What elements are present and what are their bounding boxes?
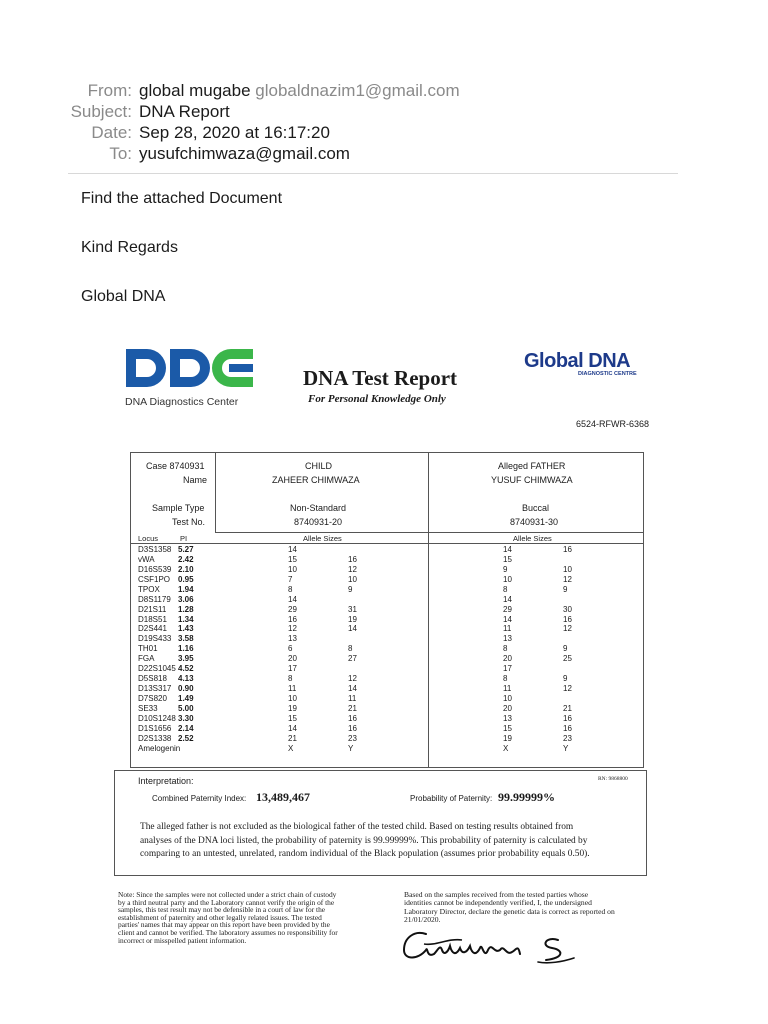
father-allele-1: 8 (503, 674, 508, 684)
child-allele-1: 17 (288, 664, 297, 674)
ddc-logo-text: DNA Diagnostics Center (125, 396, 239, 408)
locus-name: D2S1338 (138, 733, 172, 743)
child-allele-1: 15 (288, 713, 297, 723)
disclaimer-note: Note: Since the samples were not collected under a strict chain of custody by a third neutral party and the Laboratory cannot verify the origin of the samples, this test result may not be defensible in a court of law for the establishment of paternity and other legally related issues. The tested parties' names that may appear on this report have been provided by the client and cannot be verified. The laboratory assumes no responsibility for incorrect or misspelled patient information. (118, 890, 338, 945)
father-allele-1: 13 (503, 634, 512, 644)
conclusion-text (140, 821, 590, 862)
body-line-2: Kind Regards (81, 239, 178, 256)
locus-name: TPOX (138, 584, 160, 594)
locus-row (108, 674, 653, 684)
locus-pi: 1.94 (178, 584, 194, 594)
locus-row (108, 615, 653, 625)
locus-row (108, 575, 653, 585)
father-allele-2: 30 (563, 604, 572, 614)
father-allele-2: 9 (563, 584, 568, 594)
father-allele-1: 9 (503, 564, 508, 574)
father-allele-2: 12 (563, 624, 572, 634)
to-label: To: (109, 144, 132, 163)
col-allele-child: Allele Sizes (303, 534, 342, 543)
locus-row (108, 744, 653, 754)
child-allele-1: 15 (288, 554, 297, 564)
locus-row (108, 595, 653, 605)
locus-name: TH01 (138, 644, 158, 654)
child-allele-1: 13 (288, 634, 297, 644)
father-name: YUSUF CHIMWAZA (491, 475, 573, 485)
report-title: DNA Test Report (303, 366, 458, 390)
father-allele-2: 10 (563, 564, 572, 574)
locus-pi: 4.52 (178, 664, 194, 674)
father-sample-type: Buccal (522, 503, 550, 513)
global-dna-logo-sub: DIAGNOSTIC CENTRE (578, 371, 637, 377)
report-subtitle: For Personal Knowledge Only (308, 393, 446, 405)
father-allele-1: 15 (503, 723, 512, 733)
child-test-no: 8740931-20 (294, 517, 343, 527)
child-allele-2: 9 (348, 584, 353, 594)
locus-pi: 1.34 (178, 614, 194, 624)
locus-name: D1S1656 (138, 723, 172, 733)
locus-name: D13S317 (138, 684, 172, 694)
locus-row (108, 734, 653, 744)
locus-row (108, 644, 653, 654)
child-allele-2: 14 (348, 684, 357, 694)
child-allele-1: 29 (288, 604, 297, 614)
date-value: Sep 28, 2020 at 16:17:20 (139, 123, 330, 142)
locus-pi: 2.42 (178, 554, 194, 564)
locus-row (108, 624, 653, 634)
test-no-label: Test No. (172, 517, 206, 527)
locus-row (108, 704, 653, 714)
locus-name: D16S539 (138, 564, 172, 574)
case-label: Case 8740931 (146, 461, 205, 471)
child-allele-2: 27 (348, 654, 357, 664)
father-allele-2: 16 (563, 545, 572, 554)
subject-label: Subject: (70, 102, 132, 121)
from-name: global mugabe (139, 81, 251, 100)
locus-pi: 4.13 (178, 674, 194, 684)
father-allele-1: X (503, 743, 509, 753)
child-allele-2: 8 (348, 644, 353, 654)
locus-pi: 0.95 (178, 574, 194, 584)
father-allele-1: 13 (503, 713, 512, 723)
locus-row (108, 724, 653, 734)
locus-row (108, 714, 653, 724)
cpi-value: 13,489,467 (256, 790, 310, 804)
locus-pi: 1.28 (178, 604, 194, 614)
father-allele-2: 9 (563, 674, 568, 684)
father-allele-1: 11 (503, 624, 512, 634)
director-signature (396, 920, 586, 970)
interpretation-label: Interpretation: (138, 776, 194, 786)
child-allele-1: 14 (288, 594, 297, 604)
father-allele-1: 19 (503, 733, 512, 743)
locus-pi: 3.06 (178, 594, 194, 604)
child-allele-2: 31 (348, 604, 357, 614)
child-allele-2: 16 (348, 713, 357, 723)
child-allele-2: 16 (348, 554, 357, 564)
child-allele-2: 16 (348, 723, 357, 733)
child-allele-1: 7 (288, 574, 293, 584)
child-allele-1: X (288, 743, 294, 753)
child-allele-1: 14 (288, 723, 297, 733)
name-label: Name (183, 475, 208, 485)
header-divider (68, 173, 678, 174)
locus-row (108, 545, 653, 555)
child-allele-2: 14 (348, 624, 357, 634)
sample-type-label: Sample Type (152, 503, 205, 513)
child-allele-1: 11 (288, 684, 297, 694)
child-allele-1: 19 (288, 703, 297, 713)
locus-pi: 5.27 (178, 545, 194, 554)
ddc-logo (125, 348, 255, 392)
locus-name: FGA (138, 654, 155, 664)
father-allele-1: 20 (503, 654, 512, 664)
pop-label: Probability of Paternity: (410, 794, 493, 803)
child-allele-1: 10 (288, 564, 297, 574)
father-allele-2: 16 (563, 614, 572, 624)
locus-name: D19S433 (138, 634, 172, 644)
pop-value: 99.99999% (498, 790, 555, 804)
father-allele-2: 12 (563, 684, 572, 694)
father-allele-1: 14 (503, 614, 512, 624)
locus-pi: 2.14 (178, 723, 194, 733)
locus-pi: 3.58 (178, 634, 194, 644)
father-allele-2: 16 (563, 713, 572, 723)
locus-pi: 1.43 (178, 624, 194, 634)
ddc-logo-mark (125, 348, 255, 392)
father-allele-2: 23 (563, 733, 572, 743)
locus-row (108, 634, 653, 644)
cpi-label: Combined Paternity Index: (152, 794, 247, 803)
locus-pi: 3.95 (178, 654, 194, 664)
locus-row (108, 565, 653, 575)
locus-pi: 1.49 (178, 693, 194, 703)
locus-row (108, 684, 653, 694)
child-allele-1: 10 (288, 693, 297, 703)
father-allele-1: 20 (503, 703, 512, 713)
child-sample-type: Non-Standard (290, 503, 347, 513)
locus-row (108, 555, 653, 565)
locus-name: D22S1045 (138, 664, 176, 674)
locus-row (108, 654, 653, 664)
locus-name: D3S1358 (138, 545, 172, 554)
locus-name: D8S1179 (138, 594, 171, 604)
father-allele-1: 29 (503, 604, 512, 614)
locus-name: D5S818 (138, 674, 167, 684)
child-name: ZAHEER CHIMWAZA (272, 475, 360, 485)
child-allele-2: 11 (348, 693, 357, 703)
locus-name: D2S441 (138, 624, 167, 634)
rn-number: RN: 9868800 (598, 776, 628, 782)
father-header: Alleged FATHER (498, 461, 566, 471)
conclusion-line-2: analyses of the DNA loci listed, the probability of paternity is 99.99999%. This probability of paternity is calculated by (140, 835, 588, 846)
father-allele-1: 14 (503, 545, 512, 554)
father-allele-1: 10 (503, 693, 512, 703)
locus-name: D10S1248 (138, 713, 176, 723)
locus-name: Amelogenin (138, 743, 181, 753)
from-email[interactable]: globaldnazim1@gmail.com (255, 81, 460, 100)
locus-row (108, 605, 653, 615)
dna-report-document (108, 316, 653, 978)
col-allele-father: Allele Sizes (513, 534, 552, 543)
father-allele-2: Y (563, 743, 569, 753)
father-allele-1: 8 (503, 584, 508, 594)
conclusion-line-1: The alleged father is not excluded as the biological father of the tested child. Based on testing results obtained from (140, 822, 574, 832)
child-allele-1: 20 (288, 654, 297, 664)
locus-row (108, 694, 653, 704)
locus-name: vWA (138, 554, 155, 564)
father-allele-2: 16 (563, 723, 572, 733)
father-allele-1: 14 (503, 594, 512, 604)
child-allele-1: 14 (288, 545, 297, 554)
director-declaration: Based on the samples received from the tested parties whose identities cannot be independently verified, I, the undersigned Laboratory Director, declare the genetic data is correct as reported on 21/01/2020. (404, 890, 615, 925)
father-allele-1: 10 (503, 574, 512, 584)
child-allele-1: 12 (288, 624, 297, 634)
locus-pi: 1.16 (178, 644, 194, 654)
child-allele-1: 16 (288, 614, 297, 624)
father-allele-2: 21 (563, 703, 572, 713)
father-allele-2: 9 (563, 644, 568, 654)
father-allele-2: 12 (563, 574, 572, 584)
conclusion-line-3: comparing to an untested, unrelated, random individual of the Black population (assumes prior probability equals 0.50). (140, 849, 590, 859)
report-reference: 6524-RFWR-6368 (576, 419, 650, 429)
child-allele-2: 19 (348, 614, 357, 624)
child-allele-1: 8 (288, 674, 293, 684)
locus-name: CSF1PO (138, 574, 171, 584)
father-allele-1: 15 (503, 554, 512, 564)
child-allele-2: 21 (348, 703, 357, 713)
global-dna-logo: Global DNA (524, 350, 631, 372)
locus-row (108, 585, 653, 595)
locus-name: D21S11 (138, 604, 167, 614)
child-allele-1: 21 (288, 733, 297, 743)
locus-pi: 5.00 (178, 703, 194, 713)
child-allele-2: 23 (348, 733, 357, 743)
child-allele-1: 8 (288, 584, 293, 594)
father-allele-1: 17 (503, 664, 512, 674)
body-line-1: Find the attached Document (81, 190, 283, 207)
child-allele-2: Y (348, 743, 354, 753)
locus-name: D18S51 (138, 614, 167, 624)
from-label: From: (87, 81, 132, 100)
locus-row (108, 664, 653, 674)
locus-pi: 0.90 (178, 684, 194, 694)
to-value[interactable]: yusufchimwaza@gmail.com (139, 144, 350, 163)
father-allele-1: 11 (503, 684, 512, 694)
father-allele-2: 25 (563, 654, 572, 664)
subject-value: DNA Report (139, 102, 230, 121)
locus-name: SE33 (138, 703, 158, 713)
locus-name: D7S820 (138, 693, 167, 703)
col-locus: Locus (138, 534, 159, 543)
locus-pi: 2.10 (178, 564, 194, 574)
father-allele-1: 8 (503, 644, 508, 654)
child-allele-2: 12 (348, 674, 357, 684)
father-test-no: 8740931-30 (510, 517, 559, 527)
date-label: Date: (91, 123, 132, 142)
child-allele-2: 12 (348, 564, 357, 574)
col-pi: PI (180, 534, 188, 543)
child-allele-2: 10 (348, 574, 357, 584)
child-allele-1: 6 (288, 644, 293, 654)
body-line-3: Global DNA (81, 288, 166, 305)
child-header: CHILD (305, 461, 333, 471)
locus-pi: 2.52 (178, 733, 194, 743)
locus-pi: 3.30 (178, 713, 194, 723)
